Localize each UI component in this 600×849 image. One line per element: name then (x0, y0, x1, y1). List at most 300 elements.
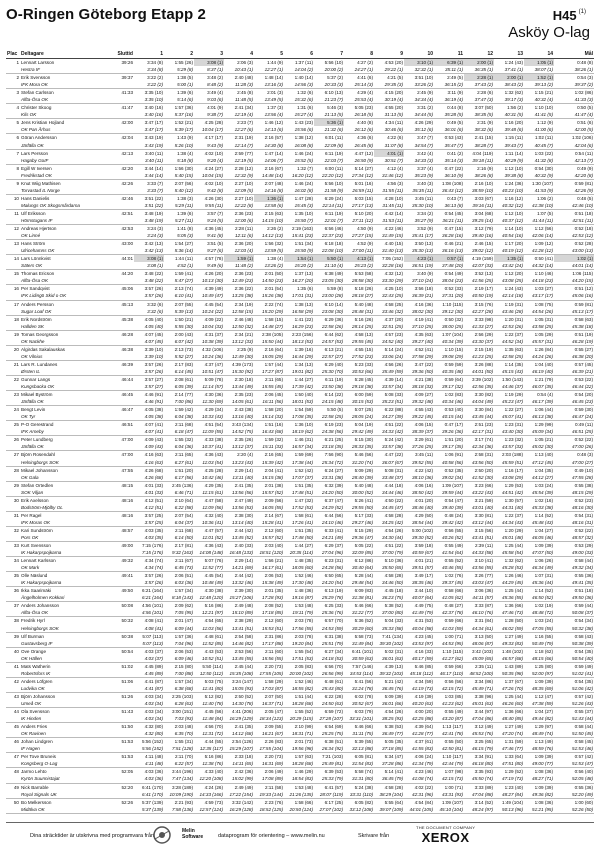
empty-cell (106, 308, 134, 316)
split-time-cell: 4:01 (9) (207, 105, 223, 111)
cumulative-time-cell: 48:40 (85) (494, 715, 524, 723)
split-time-cell: 5:03 (75) (204, 678, 223, 684)
cumulative-time-cell: 12:19 (4) (224, 111, 254, 119)
cumulative-time-cell: 41:34 (79) (404, 760, 434, 768)
cumulative-time-cell: 45:10 (104) (434, 806, 464, 814)
cumulative-time-cell: 6:14 (45) (164, 368, 194, 376)
split-time-cell: 2:19 (163) (292, 226, 313, 232)
cumulative-time-cell: 11:48 (5) (224, 96, 254, 104)
cumulative-time-cell: 19:20 (84) (284, 640, 314, 648)
cumulative-time-cell: 36:15 (2) (434, 81, 464, 89)
split-time-cell: 0:44 (8) (447, 105, 463, 111)
split-time-cell: 4:56 (70) (204, 724, 223, 730)
split-time-cell: 2:07 (54) (174, 512, 193, 518)
cumulative-time-cell: 15:52 (5) (284, 157, 314, 165)
split-time-cell: 1:09 (39) (534, 784, 553, 790)
split-time-cell: 6:29 (36) (324, 316, 343, 322)
cumulative-time-cell: 43:56 (55) (464, 564, 494, 572)
split-time-cell: 6:11 (19) (324, 210, 343, 216)
split-time-cell: 1:55 (52) (294, 709, 313, 715)
total-time: 52:20 (121, 784, 133, 790)
cumulative-time-cell: 17:56 (55) (284, 625, 314, 633)
split-time-cell: 5:37 (139) (142, 799, 163, 805)
cumulative-time-cell: 13:12 (37) (224, 443, 254, 451)
cumulative-time-cell: 40:46 (55) (434, 564, 464, 572)
cumulative-time-cell: 40:19 (12) (494, 247, 524, 255)
split-time-cell: 1:29 (52) (504, 769, 523, 775)
cumulative-time-cell: 25:14 (3) (344, 81, 374, 89)
cumulative-time-cell: 42:27 (28) (464, 308, 494, 316)
cumulative-time-cell: 13:59 (5) (254, 247, 284, 255)
cumulative-time-cell: 37:28 (86) (374, 760, 404, 768)
cumulative-time-cell: 17:48 (51) (284, 489, 314, 497)
split-time-cell: 3:30 (82) (474, 392, 493, 398)
place-cell: 38 (13, 618, 19, 624)
cumulative-time-cell: 37:43 (2) (464, 81, 494, 89)
split-time-cell: 5:40 (48) (354, 301, 373, 307)
cumulative-time-cell: 36:28 (16) (434, 232, 464, 240)
empty-cell (106, 670, 134, 678)
cumulative-time-cell: 16:44 (29) (284, 353, 314, 361)
runner-club: Umeå OK (20, 700, 106, 708)
split-time-cell: 5:28 (44) (354, 573, 373, 579)
split-time-cell: 1:06 (2) (537, 195, 553, 201)
cumulative-time-cell: 35:23 (51) (374, 398, 404, 406)
cumulative-time-cell: 7:05 (95) (164, 609, 194, 617)
split-time-cell: 1:48 (102) (502, 648, 523, 654)
cumulative-time-cell: 15:10 (89) (224, 609, 254, 617)
place-cell: 18 (13, 316, 19, 322)
split-time-cell: 4:33 (38) (204, 437, 223, 443)
cumulative-time-cell: 33:48 (37) (374, 474, 404, 482)
cumulative-time-cell: 5:29 (8) (164, 66, 194, 74)
empty-cell (6, 187, 20, 195)
empty-cell (6, 292, 20, 300)
cumulative-time-cell: 6:03 (36) (164, 579, 194, 587)
cumulative-time-cell: 10:38 (39) (194, 338, 224, 346)
cumulative-time-cell: 39:36 (50) (404, 368, 434, 376)
split-time-cell: 3:24 (3) (147, 226, 163, 232)
runner-name: Ulf Eriksson (21, 210, 46, 216)
split-time-cell: 2:17 (83) (174, 361, 193, 367)
cumulative-time-cell: 44:51 (42) (494, 489, 524, 497)
split-time-cell: 1:51 (20) (444, 437, 463, 443)
cumulative-time-cell: 38:25 (93) (374, 715, 404, 723)
table-row (6, 481, 594, 489)
place-cell: 32 (13, 527, 19, 533)
split-time-cell: 1:15 (21) (534, 90, 553, 96)
empty-cell (6, 609, 20, 617)
split-time-cell: 4:37 (20) (384, 316, 403, 322)
cumulative-time-cell: 33:12 (108) (344, 806, 374, 814)
split-time-cell: 4:39 (64) (414, 724, 433, 730)
split-time-cell: 5:46 (3) (327, 105, 343, 111)
split-time-cell: 5:09 (78) (204, 376, 223, 382)
cumulative-time-cell: 44:32 (14) (524, 262, 554, 270)
cumulative-time-cell: 11:03 (54) (194, 458, 224, 466)
cumulative-time-cell: 4:46 (91) (134, 398, 164, 406)
cumulative-time-cell: 45:57 (31) (524, 338, 554, 346)
cumulative-time-cell: 31:40 (13) (374, 247, 404, 255)
cumulative-time-cell: 27:00 (11) (344, 247, 374, 255)
split-time-cell: 3:21 (59) (474, 497, 493, 503)
split-time-cell: 5:50 (5) (327, 407, 343, 413)
cumulative-time-cell: 17:48 (50) (284, 534, 314, 542)
split-time-cell: 3:40 (16) (144, 105, 163, 111)
split-time-cell: 4:34 (74) (144, 558, 163, 564)
cumulative-time-cell: 44:11 (57) (464, 594, 494, 602)
cumulative-time-cell: 15:20 (29) (254, 308, 284, 316)
split-time-cell: 3:26 (77) (474, 573, 493, 579)
split-time-cell: 4:07 (41) (144, 422, 163, 428)
cumulative-time-cell: 5:55 (30) (164, 323, 194, 331)
split-time-cell: 1:57 (34) (174, 588, 193, 594)
place-cell: 26 (13, 437, 19, 443)
runner-club: OK Vilnius (20, 353, 106, 361)
cumulative-time-cell: 46:28 (19) (554, 338, 594, 346)
table-row-cumulative (6, 262, 594, 270)
split-time-cell: 1:57 (34) (174, 678, 193, 684)
cumulative-time-cell: 11:38 (76) (194, 760, 224, 768)
split-time-cell: 2:19 (17) (474, 286, 493, 292)
split-time-cell: 2:03 (78) (294, 633, 313, 639)
cumulative-time-cell: 32:43 (25) (374, 292, 404, 300)
table-row-cumulative (6, 655, 594, 663)
split-time-cell: 6:27 (34) (324, 648, 343, 654)
cumulative-time-cell: 28:33 (35) (344, 443, 374, 451)
split-time-cell: 1:38 (13) (294, 301, 313, 307)
cumulative-time-cell: 52:20 (49) (554, 791, 594, 799)
cumulative-time-cell: 8:48 (2) (194, 81, 224, 89)
split-time-cell: 4:29 (34) (204, 407, 223, 413)
split-time-cell: 0:54 (31) (574, 512, 593, 518)
class-note: (1) (578, 8, 586, 15)
split-time-cell: 5:07 (113) (142, 633, 163, 639)
cumulative-time-cell: 15:35 (108) (224, 670, 254, 678)
table-row (6, 451, 594, 459)
cumulative-time-cell: 18:13 (53) (284, 338, 314, 346)
split-time-cell: 1:32 (7) (297, 165, 313, 171)
split-time-cell: 4:30 (38) (204, 588, 223, 594)
split-time-cell: 3:35 (10) (144, 90, 163, 96)
cumulative-time-cell: 6:22 (57) (164, 760, 194, 768)
split-time-cell: 2:00 (43) (174, 331, 193, 337)
split-time-cell: 1:51 (34) (294, 241, 313, 247)
split-time-cell: 1:13 (117) (442, 724, 463, 730)
table-row (6, 542, 594, 550)
split-time-cell: 1:16 (55) (534, 633, 553, 639)
split-time-cell: 2:53 (56) (234, 648, 253, 654)
cumulative-time-cell: 16:48 (133) (224, 549, 254, 557)
split-time-cell: 1:35 (10) (294, 210, 313, 216)
place-cell: 45 (13, 724, 19, 730)
split-time-cell: 2:45 (8) (237, 90, 253, 96)
cumulative-time-cell: 5:56 (152) (134, 745, 164, 753)
cumulative-time-cell: 43:40 (30) (494, 428, 524, 436)
cumulative-time-cell: 14:13 (6) (254, 126, 284, 134)
split-time-cell: 2:28 (12) (234, 165, 253, 171)
cumulative-time-cell: 39:26 (36) (434, 428, 464, 436)
split-time-cell: 2:01 (73) (294, 739, 313, 745)
cumulative-time-cell: 36:13 (8) (434, 202, 464, 210)
split-time-cell: 2:15 (80) (174, 663, 193, 669)
cumulative-time-cell: 3:43 (19) (134, 142, 164, 150)
cumulative-time-cell: 45:09 (34) (524, 428, 554, 436)
cumulative-time-cell: 44:34 (61) (464, 625, 494, 633)
split-time-cell: 1:36 (66) (504, 603, 523, 609)
split-time-cell: 4:09 (27) (414, 392, 433, 398)
cumulative-time-cell: 13:32 (46) (224, 579, 254, 587)
cumulative-time-cell: 23:50 (38) (314, 383, 344, 391)
cumulative-time-cell: 21:10 (4) (314, 262, 344, 270)
cumulative-time-cell: 24:29 (52) (314, 504, 344, 512)
split-time-cell: 4:16 (63) (144, 452, 163, 458)
place-cell: 15 (13, 271, 19, 277)
table-row-cumulative (6, 489, 594, 497)
melin-logo-text (182, 829, 203, 840)
cumulative-time-cell: 26:12 (6) (344, 126, 374, 134)
empty-cell (106, 791, 134, 799)
cumulative-time-cell: 15:45 (3) (284, 202, 314, 210)
cumulative-time-cell: 22:09 (8) (314, 142, 344, 150)
cumulative-time-cell: 11:41 (80) (194, 685, 224, 693)
split-time-cell: 1:57 (63) (294, 754, 313, 760)
empty-cell (6, 474, 20, 482)
cumulative-time-cell: 15:41 (23) (284, 232, 314, 240)
cumulative-time-cell: 45:49 (71) (464, 685, 494, 693)
split-time-cell: 4:52 (41) (414, 346, 433, 352)
runner-name: Gunnar Langs (21, 376, 51, 382)
split-time-cell: 6:39 (53) (324, 769, 343, 775)
place-cell: 40 (13, 648, 19, 654)
split-time-cell: 2:54 (126) (232, 739, 253, 745)
cumulative-time-cell: 34:54 (7) (404, 142, 434, 150)
split-time-cell: 2:49 (49) (234, 784, 253, 790)
place-cell: 8 (16, 165, 19, 171)
cumulative-time-cell: 46:51 (25) (554, 428, 594, 436)
place-cell: 16 (13, 286, 19, 292)
split-time-cell: 1:05 (1) (524, 59, 554, 67)
empty-cell (6, 96, 20, 104)
split-time-cell: 1:48 (14) (264, 75, 283, 81)
split-time-cell: 1:43 (9) (177, 135, 193, 141)
split-time-cell: 1:52 (46) (294, 678, 313, 684)
cumulative-time-cell: 37:41 (1) (494, 66, 524, 74)
cumulative-time-cell: 39:52 (55) (404, 458, 434, 466)
split-time-cell: 1:07 (98) (444, 769, 463, 775)
split-time-cell: 1:56 (21) (264, 558, 283, 564)
split-time-cell: 3:17 (74) (474, 437, 493, 443)
cumulative-time-cell: 39:38 (8) (494, 172, 524, 180)
cumulative-time-cell: 10:52 (51) (194, 655, 224, 663)
empty-cell (106, 187, 134, 195)
cumulative-time-cell: 12:27 (6) (224, 126, 254, 134)
cumulative-time-cell: 48:35 (69) (524, 685, 554, 693)
column-header: Plac (6, 50, 20, 59)
split-time-cell: 2:11 (68) (174, 527, 193, 533)
split-time-cell: 4:36 (6) (357, 135, 373, 141)
cumulative-time-cell: 11:01 (52) (194, 534, 224, 542)
cumulative-time-cell: 20:33 (3) (314, 81, 344, 89)
split-time-cell: 3:48 (19) (144, 210, 163, 216)
split-time-cell: 1:30 (107) (532, 180, 553, 186)
split-time-cell: 4:19 (39) (414, 693, 433, 699)
total-time: 51:50 (121, 724, 133, 730)
split-time-cell: 3:57 (26) (144, 286, 163, 292)
cumulative-time-cell: 33:46 (32) (374, 308, 404, 316)
cumulative-time-cell: 27:52 (23) (344, 353, 374, 361)
cumulative-time-cell: 46:17 (110) (434, 670, 464, 678)
cumulative-time-cell: 16:05 (55) (254, 504, 284, 512)
split-time-cell: 1:55 (31) (174, 739, 193, 745)
split-time-cell: 0:56 (55) (444, 527, 463, 533)
split-time-cell: 3:57 (25) (144, 512, 163, 518)
split-time-cell: 4:13 (1) (344, 255, 374, 263)
cumulative-time-cell: 45:36 (44) (524, 579, 554, 587)
split-time-cell: 6:22 (28) (324, 693, 343, 699)
total-time: 42:53 (121, 226, 133, 232)
cumulative-time-cell: 28:48 (31) (344, 308, 374, 316)
cumulative-time-cell: 34:44 (46) (374, 489, 404, 497)
cumulative-time-cell: 23:31 (38) (314, 474, 344, 482)
split-time-cell: 1:29 (97) (534, 724, 553, 730)
cumulative-time-cell: 6:04 (38) (164, 413, 194, 421)
split-time-cell: 1:24 (36) (504, 180, 523, 186)
split-time-cell: 2:56 (29) (474, 331, 493, 337)
total-time: 43:00 (121, 241, 133, 247)
split-time-cell: 1:00 (71) (444, 633, 463, 639)
cumulative-time-cell: 16:29 (128) (224, 806, 254, 814)
empty-cell (6, 383, 20, 391)
split-time-cell: 2:54 (58) (234, 633, 253, 639)
split-time-cell: 2:09 (55) (264, 724, 283, 730)
cumulative-time-cell: 35:11 (1) (434, 66, 464, 74)
cumulative-time-cell: 25:33 (79) (314, 775, 344, 783)
split-time-cell: 0:52 (22) (574, 527, 593, 533)
empty-cell (6, 338, 20, 346)
split-time-cell: 2:11 (68) (174, 422, 193, 428)
split-time-cell: 2:07 (50) (264, 693, 283, 699)
split-time-cell: 4:58 (28) (384, 573, 403, 579)
split-time-cell: 1:59 (42) (174, 407, 193, 413)
runner-club: Järfälla OK (20, 443, 106, 451)
split-time-cell: 0:48 (8) (577, 60, 593, 66)
split-time-cell: 1:06 (26) (534, 558, 553, 564)
cumulative-time-cell: 6:05 (39) (164, 383, 194, 391)
cumulative-time-cell: 13:45 (55) (224, 655, 254, 663)
runner-name: Per Sandqvist (21, 286, 50, 292)
cumulative-time-cell: 10:09 (190) (164, 791, 194, 799)
split-time-cell: 1:05 (31) (534, 316, 553, 322)
cumulative-time-cell: 13:25 (38) (224, 292, 254, 300)
empty-cell (6, 655, 20, 663)
split-time-cell: 2:11 (65) (174, 452, 193, 458)
table-row-cumulative (6, 594, 594, 602)
cumulative-time-cell: 38:26 (8) (464, 172, 494, 180)
cumulative-time-cell: 9:49 (6) (194, 262, 224, 270)
split-time-cell: 7:21 (103) (322, 754, 343, 760)
split-time-cell: 2:09 (56) (264, 497, 283, 503)
cumulative-time-cell: 51:26 (43) (554, 700, 594, 708)
cumulative-time-cell: 39:32 (48) (404, 398, 434, 406)
cumulative-time-cell: 17:26 (41) (284, 519, 314, 527)
empty-cell (6, 579, 20, 587)
cumulative-time-cell: 22:37 (23) (314, 232, 344, 240)
cumulative-time-cell: 42:00 (5) (554, 126, 594, 134)
column-header: Sluttid (106, 50, 134, 59)
table-header-row (6, 50, 594, 59)
cumulative-time-cell: 3:35 (10) (134, 96, 164, 104)
runner-name: Olle Näslund (21, 573, 48, 579)
runner-club: Ängelholmen Kokkari (20, 594, 106, 602)
split-time-cell: 2:06 (49) (264, 769, 283, 775)
empty-cell (106, 775, 134, 783)
cumulative-time-cell: 25:43 (80) (314, 685, 344, 693)
split-time-cell: 1:26 (46) (504, 573, 523, 579)
total-time: 44:01 (121, 256, 133, 262)
cumulative-time-cell: 12:21 (97) (194, 609, 224, 617)
cumulative-time-cell: 31:54 (83) (344, 760, 374, 768)
cumulative-time-cell: 4:11 (48) (134, 760, 164, 768)
split-time-cell: 3:52 (13) (474, 271, 493, 277)
cumulative-time-cell: 14:16 (8) (254, 187, 284, 195)
empty-cell (6, 519, 20, 527)
empty-cell (106, 715, 134, 723)
split-time-cell: 1:08 (36) (534, 769, 553, 775)
split-time-cell: 4:44 (18) (384, 482, 403, 488)
split-time-cell: 0:51 (18) (574, 210, 593, 216)
split-time-cell: 1:00 (71) (444, 784, 463, 790)
split-time-cell: 4:22 (6) (387, 135, 403, 141)
cumulative-time-cell: 37:31 (20) (434, 292, 464, 300)
cumulative-time-cell: 44:52 (34) (494, 338, 524, 346)
split-time-cell: 5:50 (1) (314, 255, 344, 263)
split-time-cell: 5:37 (2) (327, 75, 343, 81)
club-name: Asköy O-lag (508, 24, 590, 41)
table-row-cumulative (6, 428, 594, 436)
split-time-cell: 4:21 (5) (387, 75, 403, 81)
split-time-cell: 2:38 (30) (234, 512, 253, 518)
cumulative-time-cell: 13:45 (52) (224, 534, 254, 542)
split-time-cell: 0:58 (45) (574, 739, 593, 745)
cumulative-time-cell: 39:59 (44) (434, 489, 464, 497)
split-time-cell: 4:21 (38) (414, 376, 433, 382)
split-time-cell: 6:11 (19) (324, 376, 343, 382)
cumulative-time-cell: 14:30 (78) (224, 700, 254, 708)
cumulative-time-cell: 41:05 (62) (434, 594, 464, 602)
split-time-cell: 4:41 (206) (232, 709, 253, 715)
cumulative-time-cell: 6:22 (58) (164, 504, 194, 512)
logo-line-1: Melin (182, 828, 195, 834)
split-time-cell: 2:10 (64) (174, 497, 193, 503)
cumulative-time-cell: 45:09 (65) (464, 655, 494, 663)
split-time-cell: 5:46 (66) (354, 603, 373, 609)
runner-name: Stefan Ortedlen (21, 482, 54, 488)
split-time-cell: 1:16 (17) (504, 467, 523, 473)
cumulative-time-cell: 24:15 (48) (314, 398, 344, 406)
split-time-cell: 0:57 (42) (574, 693, 593, 699)
cumulative-time-cell: 29:36 (47) (344, 534, 374, 542)
table-row-cumulative (6, 96, 594, 104)
split-time-cell: 1:51 (35) (294, 482, 313, 488)
cumulative-time-cell: 39:37 (45) (434, 579, 464, 587)
cumulative-time-cell: 9:27 (6) (194, 247, 224, 255)
empty-cell (106, 579, 134, 587)
cumulative-time-cell: 27:27 (15) (344, 232, 374, 240)
runner-club: OK Ravinen (20, 730, 106, 738)
table-row-cumulative (6, 534, 594, 542)
table-row (6, 300, 594, 308)
